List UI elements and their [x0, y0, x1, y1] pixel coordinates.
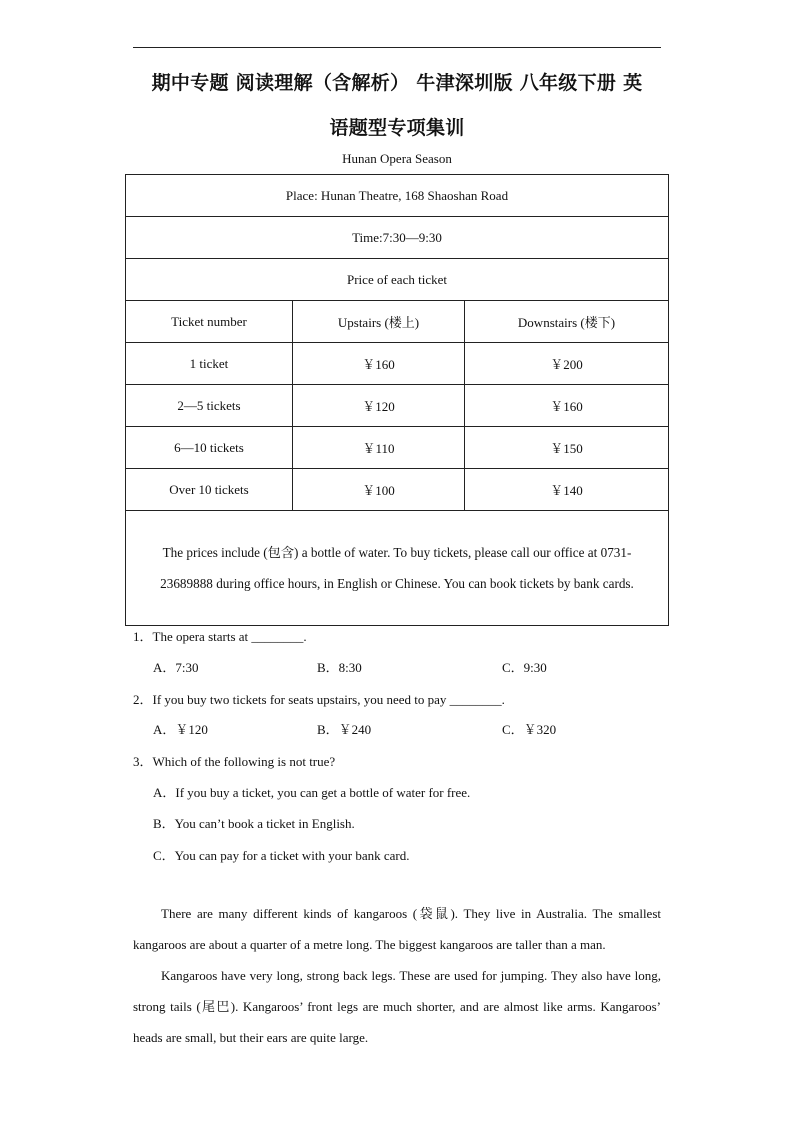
- question-3-option-c: C．You can pay for a ticket with your bank card.: [153, 848, 410, 863]
- question-3-option-a: A．If you buy a ticket, you can get a bottle of water for free.: [153, 785, 471, 800]
- place-cell: Place: Hunan Theatre, 168 Shaoshan Road: [126, 175, 669, 217]
- column-header: Upstairs (楼上): [293, 301, 465, 343]
- price-heading-cell: Price of each ticket: [126, 259, 669, 301]
- table-header-row: [126, 301, 669, 343]
- question-2-option-a: A．￥120: [153, 722, 208, 737]
- table-cell: ￥110: [293, 427, 465, 469]
- question-2-option-b: B．￥240: [317, 722, 372, 737]
- table-cell: Over 10 tickets: [126, 469, 293, 511]
- column-header: Downstairs (楼下): [465, 301, 669, 343]
- table-cell: ￥150: [465, 427, 669, 469]
- ticket-price-table: [125, 174, 669, 626]
- question-3-stem: 3．Which of the following is not true?: [133, 754, 336, 769]
- question-2-option-c: C．￥320: [502, 722, 557, 737]
- page-title-line-1: 期中专题 阅读理解（含解析） 牛津深圳版 八年级下册 英: [151, 72, 643, 94]
- table-cell: ￥160: [465, 385, 669, 427]
- table-cell: ￥100: [293, 469, 465, 511]
- table-cell: 6—10 tickets: [126, 427, 293, 469]
- paragraph: Kangaroos have very long, strong back legs. These are used for jumping. They also have long, strong tails (尾巴). Kangaroos’ front legs are much shorter, and are almost like arms. Kangaroos’ heads are small, but their ears are quite large.: [133, 968, 661, 1045]
- column-header: Ticket number: [126, 301, 293, 343]
- table-cell: ￥140: [465, 469, 669, 511]
- table-cell: ￥200: [465, 343, 669, 385]
- time-cell: Time:7:30—9:30: [126, 217, 669, 259]
- table-cell: ￥120: [293, 385, 465, 427]
- question-1-stem: 1．The opera starts at ________.: [133, 629, 307, 644]
- table-row: [126, 427, 669, 469]
- ticket-note-cell: The prices include (包含) a bottle of water. To buy tickets, please call our office at 0731-23689888 during office hours, in English or Chinese. You can book tickets by bank cards.: [126, 511, 669, 626]
- table-row: [126, 385, 669, 427]
- table-cell: ￥160: [293, 343, 465, 385]
- question-3-option-b: B．You can’t book a ticket in English.: [153, 816, 355, 831]
- table-row: [126, 469, 669, 511]
- passage-title: Hunan Opera Season: [342, 151, 452, 166]
- question-1-option-a: A．7:30: [153, 660, 199, 675]
- table-cell: 1 ticket: [126, 343, 293, 385]
- paragraph: There are many different kinds of kangaroos (袋鼠). They live in Australia. The smallest kangaroos are about a quarter of a metre long. The biggest kangaroos are taller than a man.: [133, 906, 661, 952]
- page-title-line-2: 语题型专项集训: [329, 117, 465, 139]
- question-1-option-c: C．9:30: [502, 660, 547, 675]
- header-rule: [133, 47, 661, 48]
- question-1-option-b: B．8:30: [317, 660, 362, 675]
- kangaroo-passage: [133, 898, 661, 1053]
- table-cell: 2—5 tickets: [126, 385, 293, 427]
- table-row: [126, 343, 669, 385]
- question-2-stem: 2．If you buy two tickets for seats upstairs, you need to pay ________.: [133, 692, 505, 707]
